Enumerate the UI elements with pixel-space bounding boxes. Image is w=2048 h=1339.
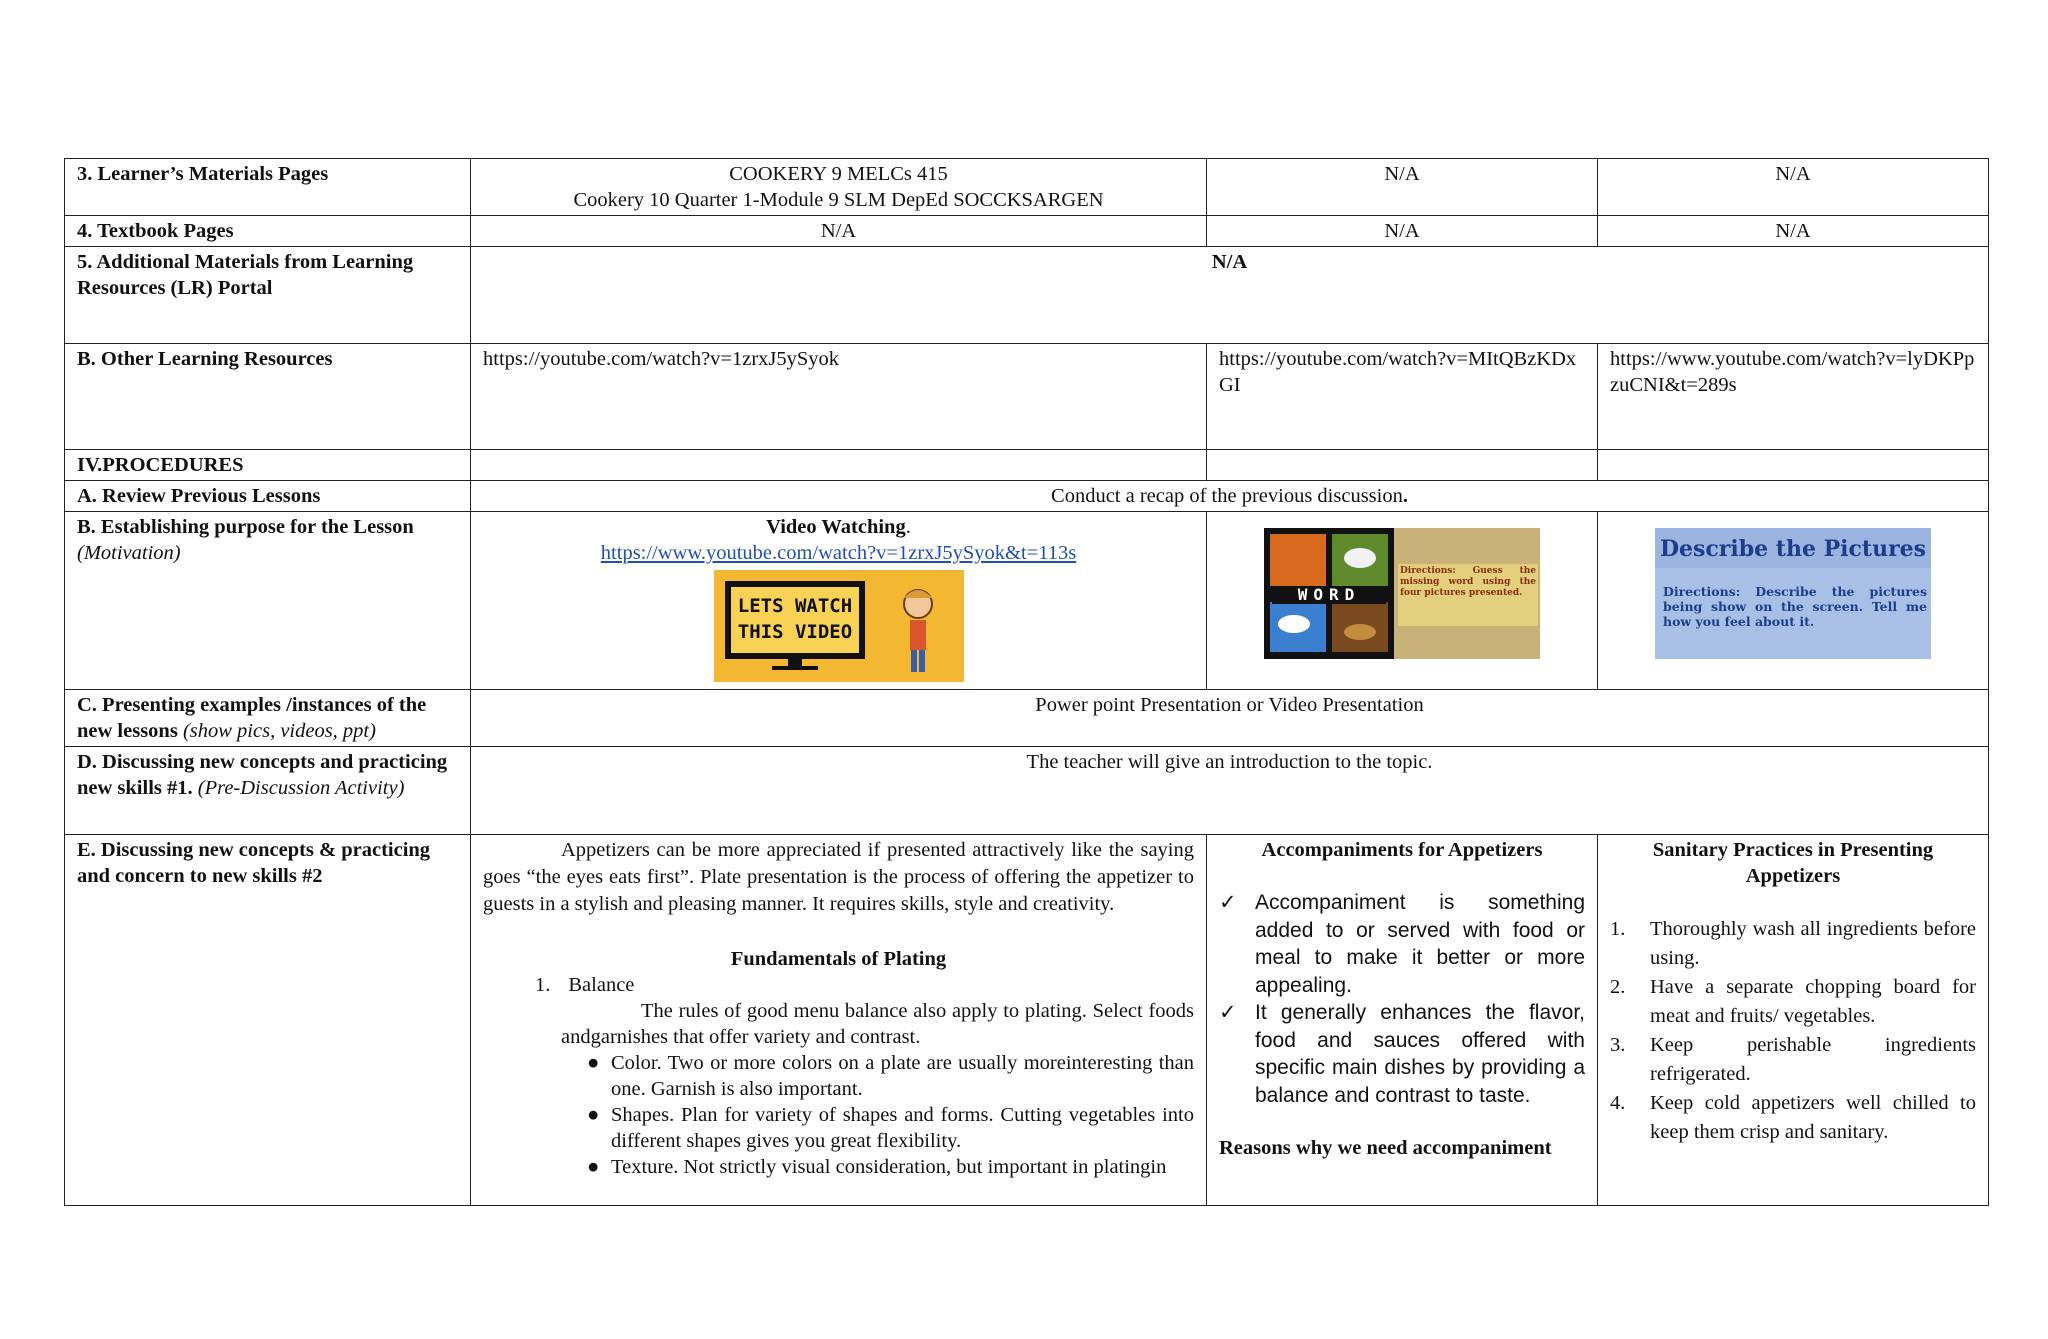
section-heading: IV.PROCEDURES bbox=[65, 450, 471, 481]
row-label: 4. Textbook Pages bbox=[65, 216, 471, 247]
row-label-cell bbox=[65, 690, 471, 747]
list-item: ✓ It generally enhances the flavor, food and sauces offered with specific main dishes by providing a balance and contrast to taste. bbox=[1219, 1000, 1585, 1107]
list-item: ● Color. Two or more colors on a plate are usually moreinteresting than one. Garnish is also important. bbox=[587, 1052, 1194, 1100]
image-title: Describe the Pictures bbox=[1659, 536, 1927, 562]
cell-empty bbox=[471, 450, 1207, 481]
cell-day1 bbox=[471, 159, 1207, 216]
bullet-dot-icon: ● bbox=[587, 1156, 600, 1178]
lesson-plan-table bbox=[64, 158, 1989, 1206]
review-text: Conduct a recap of the previous discussion bbox=[1051, 485, 1403, 507]
image-caption-1: LETS WATCH bbox=[737, 595, 852, 617]
bullet-dot-icon: ● bbox=[587, 1052, 600, 1074]
row-label: B. Other Learning Resources bbox=[65, 344, 471, 450]
list-item: ✓ Accompaniment is something added to or served with food or meal to make it better or more appealing. bbox=[1219, 890, 1585, 997]
cell-day3: N/A bbox=[1598, 159, 1989, 216]
describe-pictures-image bbox=[1655, 528, 1931, 659]
image-directions: Directions: Describe the pictures being show on the screen. Tell me how you feel about it. bbox=[1663, 584, 1927, 629]
row-additional-materials bbox=[65, 247, 1989, 344]
sanitary-list bbox=[1610, 915, 1976, 1147]
cell-merged: N/A bbox=[471, 247, 1989, 344]
row-textbook-pages bbox=[65, 216, 1989, 247]
row-label-note: (show pics, videos, ppt) bbox=[182, 720, 376, 742]
plating-bullets bbox=[581, 1050, 1194, 1180]
accompaniments-heading: Accompaniments for Appetizers bbox=[1261, 839, 1543, 861]
image-word: WORD bbox=[1297, 585, 1361, 604]
fundamentals-heading: Fundamentals of Plating bbox=[730, 948, 947, 970]
cell-day2 bbox=[1207, 835, 1598, 1206]
check-mark-icon: ✓ bbox=[1219, 890, 1237, 914]
intro-paragraph: Appetizers can be more appreciated if presented attractively like the saying goes “the eyes eats first”. Plate presentation is the process of offering the appetizer to guests in a stylish and pleasing manner. It requires skills, style and creativity. bbox=[483, 839, 1194, 915]
cell-day2: N/A bbox=[1207, 159, 1598, 216]
row-label: C. Presenting examples /instances of the new lessons bbox=[77, 694, 427, 742]
row-label-note: (Pre-Discussion Activity) bbox=[197, 777, 405, 799]
cell-merged: Power point Presentation or Video Presentation bbox=[471, 690, 1989, 747]
list-item: 3. Keep perishable ingredients refrigerated. bbox=[1610, 1034, 1976, 1085]
row-label: E. Discussing new concepts & practicing and concern to new skills #2 bbox=[65, 835, 471, 1206]
row-procedures-heading bbox=[65, 450, 1989, 481]
row-learners-materials bbox=[65, 159, 1989, 216]
cell-day3: N/A bbox=[1598, 216, 1989, 247]
row-discussing-2 bbox=[65, 835, 1989, 1206]
material-line: COOKERY 9 MELCs 415 bbox=[729, 163, 948, 185]
cell-day2: N/A bbox=[1207, 216, 1598, 247]
row-other-resources bbox=[65, 344, 1989, 450]
accompaniments-list bbox=[1219, 889, 1585, 1109]
balance-item bbox=[483, 972, 1194, 998]
list-item: 4. Keep cold appetizers well chilled to keep them crisp and sanitary. bbox=[1610, 1092, 1976, 1143]
row-label-cell bbox=[65, 747, 471, 835]
bullet-dot-icon: ● bbox=[587, 1104, 600, 1126]
row-discussing-1 bbox=[65, 747, 1989, 835]
resource-url[interactable]: https://www.youtube.com/watch?v=lyDKPpzuCNI&t=289s bbox=[1598, 344, 1989, 450]
list-item: 2. Have a separate chopping board for meat and fruits/ vegetables. bbox=[1610, 976, 1976, 1027]
check-mark-icon: ✓ bbox=[1219, 1000, 1237, 1024]
cell-merged bbox=[471, 481, 1989, 512]
image-directions: Directions: Guess the missing word using the four pictures presented. bbox=[1400, 566, 1536, 598]
row-label: A. Review Previous Lessons bbox=[65, 481, 471, 512]
resource-url[interactable]: https://youtube.com/watch?v=1zrxJ5ySyok bbox=[471, 344, 1207, 450]
row-label: D. Discussing new concepts and practicing new skills #1. bbox=[77, 751, 448, 799]
row-review bbox=[65, 481, 1989, 512]
row-label: 5. Additional Materials from Learning Resources (LR) Portal bbox=[65, 247, 471, 344]
image-caption-2: THIS VIDEO bbox=[737, 621, 852, 643]
row-label-note: (Motivation) bbox=[77, 542, 181, 564]
cell-day1 bbox=[471, 512, 1207, 690]
cell-empty bbox=[1598, 450, 1989, 481]
video-title-period: . bbox=[905, 516, 911, 538]
row-presenting-examples bbox=[65, 690, 1989, 747]
material-line: Cookery 10 Quarter 1-Module 9 SLM DepEd SOCCKSARGEN bbox=[573, 189, 1104, 211]
resource-url[interactable]: https://youtube.com/watch?v=MItQBzKDxGI bbox=[1207, 344, 1598, 450]
reasons-heading: Reasons why we need accompaniment bbox=[1219, 1137, 1552, 1159]
list-number: 1. bbox=[535, 974, 551, 996]
lets-watch-video-image bbox=[714, 570, 964, 682]
four-pics-one-word-image bbox=[1264, 528, 1540, 659]
list-item: 1. Thoroughly wash all ingredients before using. bbox=[1610, 918, 1976, 969]
sanitary-heading: Sanitary Practices in Presenting Appetizers bbox=[1652, 839, 1934, 887]
balance-text: The rules of good menu balance also apply to plating. Select foods andgarnishes that offer variety and contrast. bbox=[561, 1000, 1194, 1048]
row-label: B. Establishing purpose for the Lesson bbox=[77, 516, 414, 538]
row-label-cell bbox=[65, 512, 471, 690]
cell-merged: The teacher will give an introduction to the topic. bbox=[471, 747, 1989, 835]
cell-day1 bbox=[471, 835, 1207, 1206]
list-item: ● Texture. Not strictly visual consideration, but important in platingin bbox=[587, 1156, 1167, 1178]
cell-day1: N/A bbox=[471, 216, 1207, 247]
cell-day3 bbox=[1598, 512, 1989, 690]
cell-empty bbox=[1207, 450, 1598, 481]
list-item: ● Shapes. Plan for variety of shapes and forms. Cutting vegetables into different shapes gives you great flexibility. bbox=[587, 1104, 1194, 1152]
list-label: Balance bbox=[568, 974, 635, 996]
video-heading bbox=[483, 514, 1194, 540]
video-link[interactable]: https://www.youtube.com/watch?v=1zrxJ5ySyok&t=113s bbox=[600, 542, 1077, 564]
row-establishing-purpose bbox=[65, 512, 1989, 690]
review-period: . bbox=[1402, 485, 1408, 507]
video-title: Video Watching bbox=[766, 516, 906, 538]
row-label: 3. Learner’s Materials Pages bbox=[65, 159, 471, 216]
cell-day3 bbox=[1598, 835, 1989, 1206]
cell-day2 bbox=[1207, 512, 1598, 690]
